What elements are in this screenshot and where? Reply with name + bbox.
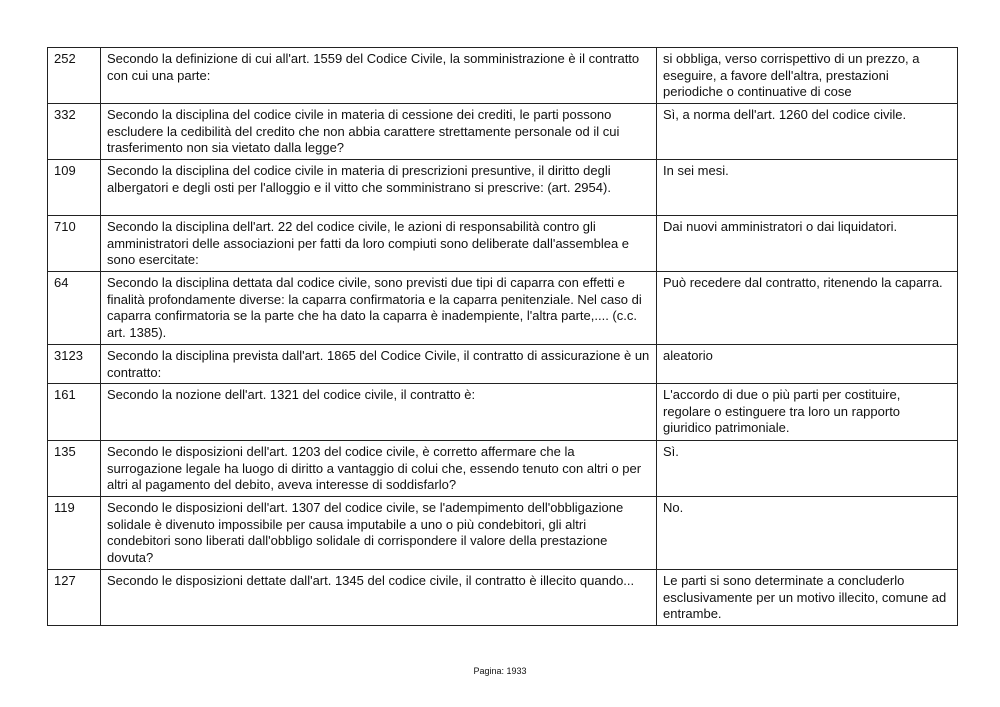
- question-text: Secondo la disciplina del codice civile in materia di prescrizioni presuntive, il diritto degli albergatori e degli osti per l'alloggio e il vitto che somministrano si prescrive: (art. 2954).: [101, 160, 657, 216]
- question-id: 109: [48, 160, 101, 216]
- question-id: 710: [48, 216, 101, 272]
- table-row: [48, 345, 958, 384]
- question-text: Secondo la definizione di cui all'art. 1559 del Codice Civile, la somministrazione è il contratto con cui una parte:: [101, 48, 657, 104]
- question-text: Secondo la disciplina dell'art. 22 del codice civile, le azioni di responsabilità contro gli amministratori delle associazioni per fatti da loro compiuti sono deliberate dall'assemblea e sono esercitate:: [101, 216, 657, 272]
- answer-text: In sei mesi.: [657, 160, 958, 216]
- question-text: Secondo la disciplina dettata dal codice civile, sono previsti due tipi di caparra con effetti e finalità profondamente diverse: la caparra confirmatoria e la caparra penitenziale. Nel caso di caparra confirmatoria se la parte che ha dato la caparra è inadempiente, l'altra parte,.... (c.c. art. 1385).: [101, 272, 657, 345]
- question-text: Secondo le disposizioni dell'art. 1307 del codice civile, se l'adempimento dell'obbligazione solidale è divenuto impossibile per causa imputabile a uno o più condebitori, gli altri condebitori sono liberati dall'obbligo solidale di corrispondere il valore della prestazione dovuta?: [101, 497, 657, 570]
- question-id: 135: [48, 441, 101, 497]
- table-row: [48, 216, 958, 272]
- answer-text: Sì.: [657, 441, 958, 497]
- question-id: 161: [48, 384, 101, 441]
- qa-table: [47, 47, 958, 626]
- answer-text: si obbliga, verso corrispettivo di un prezzo, a eseguire, a favore dell'altra, prestazioni periodiche o continuative di cose: [657, 48, 958, 104]
- answer-text: Dai nuovi amministratori o dai liquidatori.: [657, 216, 958, 272]
- answer-text: Sì, a norma dell'art. 1260 del codice civile.: [657, 104, 958, 160]
- page-number: Pagina: 1933: [473, 666, 527, 676]
- answer-text: Le parti si sono determinate a concluderlo esclusivamente per un motivo illecito, comune ad entrambe.: [657, 570, 958, 626]
- table-row: [48, 48, 958, 104]
- question-id: 252: [48, 48, 101, 104]
- answer-text: L'accordo di due o più parti per costituire, regolare o estinguere tra loro un rapporto giuridico patrimoniale.: [657, 384, 958, 441]
- question-text: Secondo la nozione dell'art. 1321 del codice civile, il contratto è:: [101, 384, 657, 441]
- question-text: Secondo la disciplina prevista dall'art. 1865 del Codice Civile, il contratto di assicurazione è un contratto:: [101, 345, 657, 384]
- question-text: Secondo la disciplina del codice civile in materia di cessione dei crediti, le parti possono escludere la cedibilità del credito che non abbia carattere strettamente personale od il cui trasferimento non sia vietato dalla legge?: [101, 104, 657, 160]
- table-row: [48, 497, 958, 570]
- table-row: [48, 570, 958, 626]
- question-text: Secondo le disposizioni dell'art. 1203 del codice civile, è corretto affermare che la surrogazione legale ha luogo di diritto a vantaggio di colui che, essendo tenuto con altri o per altri al pagamento del debito, aveva interesse di soddisfarlo?: [101, 441, 657, 497]
- table-row: [48, 384, 958, 441]
- answer-text: No.: [657, 497, 958, 570]
- table-row: [48, 441, 958, 497]
- answer-text: Può recedere dal contratto, ritenendo la caparra.: [657, 272, 958, 345]
- question-id: 127: [48, 570, 101, 626]
- question-id: 64: [48, 272, 101, 345]
- answer-text: aleatorio: [657, 345, 958, 384]
- question-text: Secondo le disposizioni dettate dall'art. 1345 del codice civile, il contratto è illecito quando...: [101, 570, 657, 626]
- table-row: [48, 160, 958, 216]
- question-id: 119: [48, 497, 101, 570]
- question-id: 3123: [48, 345, 101, 384]
- question-id: 332: [48, 104, 101, 160]
- table-row: [48, 272, 958, 345]
- table-row: [48, 104, 958, 160]
